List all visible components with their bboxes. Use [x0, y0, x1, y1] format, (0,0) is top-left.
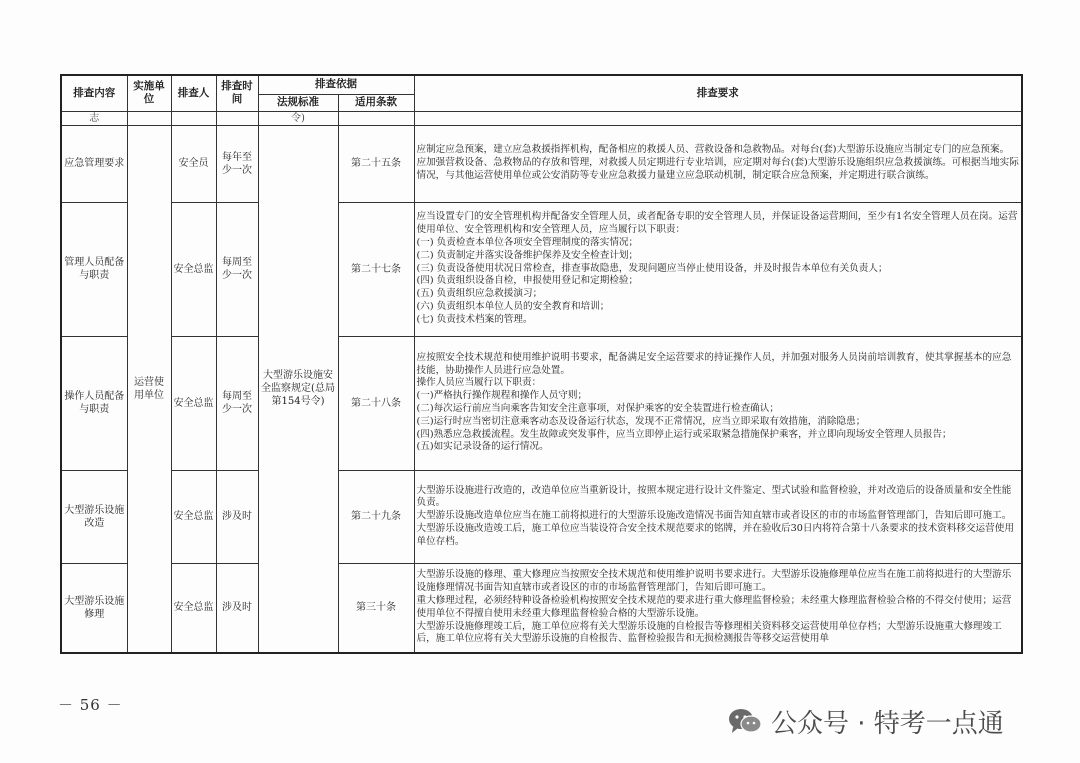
requirement-line: (二) 负责制定并落实设备维护保养及安全检查计划； — [416, 249, 639, 261]
inspection-table — [60, 74, 1023, 654]
requirement-line: 大型游乐设施改造竣工后，施工单位应当装设符合安全技术规范要求的铭牌，并在验收后30日内将符合第十八条要求的技术资料移交运营使用单位存档。 — [416, 522, 1014, 547]
law-standard: 大型游乐设施安全监察规定(总局第154号令) — [258, 125, 338, 653]
row-person: 安全总监 — [171, 563, 216, 653]
row-requirement — [414, 470, 1022, 563]
requirement-line: 操作人员应当履行以下职责： — [416, 377, 542, 389]
requirement-line: (一)严格执行操作规程和操作人员守则； — [416, 390, 588, 402]
row-time: 每周至少一次 — [216, 202, 258, 336]
row-content: 管理人员配备与职责 — [61, 202, 127, 336]
requirement-line: 大型游乐设施的修理、重大修理应当按照安全技术规范和使用维护说明书要求进行。大型游乐设施修理单位应当在施工前将拟进行的大型游乐设施修理情况书面告知直辖市或者设区的市的市场监督管理部门，告知后即可施工。 — [416, 569, 1012, 594]
header-person: 排查人 — [171, 75, 216, 111]
header-basis-law: 法规标准 — [258, 94, 338, 111]
row-content: 操作人员配备与职责 — [61, 336, 127, 470]
requirement-line: (七) 负责技术档案的管理。 — [416, 313, 533, 325]
carryover-law: 令) — [258, 111, 338, 125]
requirement-line: 重大修理过程，必须经特种设备检验机构按照安全技术规范的要求进行重大修理监督检验；未经重大修理监督检验合格的不得交付使用；运营使用单位不得擅自使用未经重大修理监督检验合格的大型游乐设施。 — [416, 594, 1012, 619]
row-clause: 第二十八条 — [338, 336, 414, 470]
requirement-line: 大型游乐设施改造单位应当在施工前将拟进行的大型游乐设施改造情况书面告知直辖市或者设区的市的市场监督管理部门，告知后即可施工。 — [416, 510, 1012, 522]
requirement-line: (四)熟悉应急救援流程。发生故障或突发事件，应当立即停止运行或采取紧急措施保护乘客，并立即向现场安全管理人员报告； — [416, 428, 952, 440]
wechat-icon — [727, 707, 763, 735]
row-clause: 第二十七条 — [338, 202, 414, 336]
implementing-unit: 运营使用单位 — [127, 125, 171, 653]
table-row — [61, 563, 1022, 653]
requirement-line: 大型游乐设施修理竣工后，施工单位应将有关大型游乐设施的自检报告等修理相关资料移交运营使用单位存档；大型游乐设施重大修理竣工后，施工单位应将有关大型游乐设施的自检报告、监督检验报告和无损检测报告等移交运营使用单 — [416, 620, 1002, 645]
row-clause: 第二十五条 — [338, 125, 414, 202]
row-requirement — [414, 125, 1022, 202]
requirement-line: (三) 负责设备使用状况日常检查，排查事故隐患，发现问题应当停止使用设备，并及时报告本单位有关负责人； — [416, 262, 888, 274]
requirement-line: (一) 负责检查本单位各项安全管理制度的落实情况； — [416, 237, 639, 248]
row-requirement — [414, 202, 1022, 336]
row-content: 应急管理要求 — [61, 125, 127, 202]
watermark — [727, 704, 1004, 738]
table-row — [61, 202, 1022, 336]
table-row — [61, 336, 1022, 470]
row-person: 安全总监 — [171, 470, 216, 563]
row-requirement — [414, 563, 1022, 653]
header-unit: 实施单位 — [127, 75, 171, 111]
carryover-content: 志 — [61, 111, 127, 125]
requirement-line: 应加强营救设备、急救物品的存放和管理，对救援人员定期进行专业培训，应定期对每台(套)大型游乐设施组织应急救援演练。可根据当地实际情况，与其他运营使用单位或公安消防等专业应急救援力量建立应急联动机制，制定联合应急预案，并定期进行联合演练。 — [416, 157, 1019, 181]
row-content: 大型游乐设施修理 — [61, 563, 127, 653]
requirement-line: (三)运行时应当密切注意乘客动态及设备运行状态，发现不正常情况，应当立即采取有效措施，消除隐患； — [416, 415, 866, 427]
requirement-line: 大型游乐设施进行改造的，改造单位应当重新设计，按照本规定进行设计文件鉴定、型式试验和监督检验，并对改造后的设备质量和安全性能负责。 — [416, 484, 1012, 509]
requirement-line: 应制定应急预案，建立应急救援指挥机构，配备相应的救援人员、营救设备和急救物品。对每台(套)大型游乐设施应当制定专门的应急预案。 — [416, 144, 1010, 156]
row-clause: 第三十条 — [338, 563, 414, 653]
requirement-line: (五)如实记录设备的运行情况。 — [416, 441, 549, 453]
header-time: 排查时间 — [216, 75, 258, 111]
requirement-line: (六) 负责组织本单位人员的安全教育和培训； — [416, 300, 610, 312]
row-time: 每周至少一次 — [216, 336, 258, 470]
requirement-line: (四) 负责组织设备自检，申报使用登记和定期检验； — [416, 275, 639, 287]
row-clause: 第二十九条 — [338, 470, 414, 563]
row-person: 安全总监 — [171, 202, 216, 336]
row-time: 每年至少一次 — [216, 125, 258, 202]
row-time: 涉及时 — [216, 563, 258, 653]
page-number: － 56 － — [58, 696, 123, 714]
header-content: 排查内容 — [61, 75, 127, 111]
row-person: 安全员 — [171, 125, 216, 202]
header-basis: 排查依据 — [258, 75, 414, 94]
row-person: 安全总监 — [171, 336, 216, 470]
requirement-line: (二)每次运行前应当向乘客告知安全注意事项，对保护乘客的安全装置进行检查确认； — [416, 403, 779, 414]
header-basis-clause: 适用条款 — [338, 94, 414, 111]
row-time: 涉及时 — [216, 470, 258, 563]
row-content: 大型游乐设施改造 — [61, 470, 127, 563]
header-requirement: 排查要求 — [414, 75, 1022, 111]
table-row — [61, 470, 1022, 563]
requirement-line: 应当设置专门的安全管理机构并配备安全管理人员，或者配备专职的安全管理人员，并保证设备运营期间，至少有1名安全管理人员在岗。运营使用单位、安全管理机构和安全管理人员，应当履行以下职责： — [416, 211, 1018, 236]
requirement-line: (五) 负责组织应急救援演习； — [416, 288, 543, 300]
table-row — [61, 125, 1022, 202]
requirement-line: 应按照安全技术规范和使用维护说明书要求，配备满足安全运营要求的持证操作人员，并加强对服务人员岗前培训教育，使其掌握基本的应急技能，协助操作人员进行应急处置。 — [416, 351, 1012, 376]
row-requirement — [414, 336, 1022, 470]
watermark-text: 公众号 · 特考一点通 — [771, 708, 1004, 739]
